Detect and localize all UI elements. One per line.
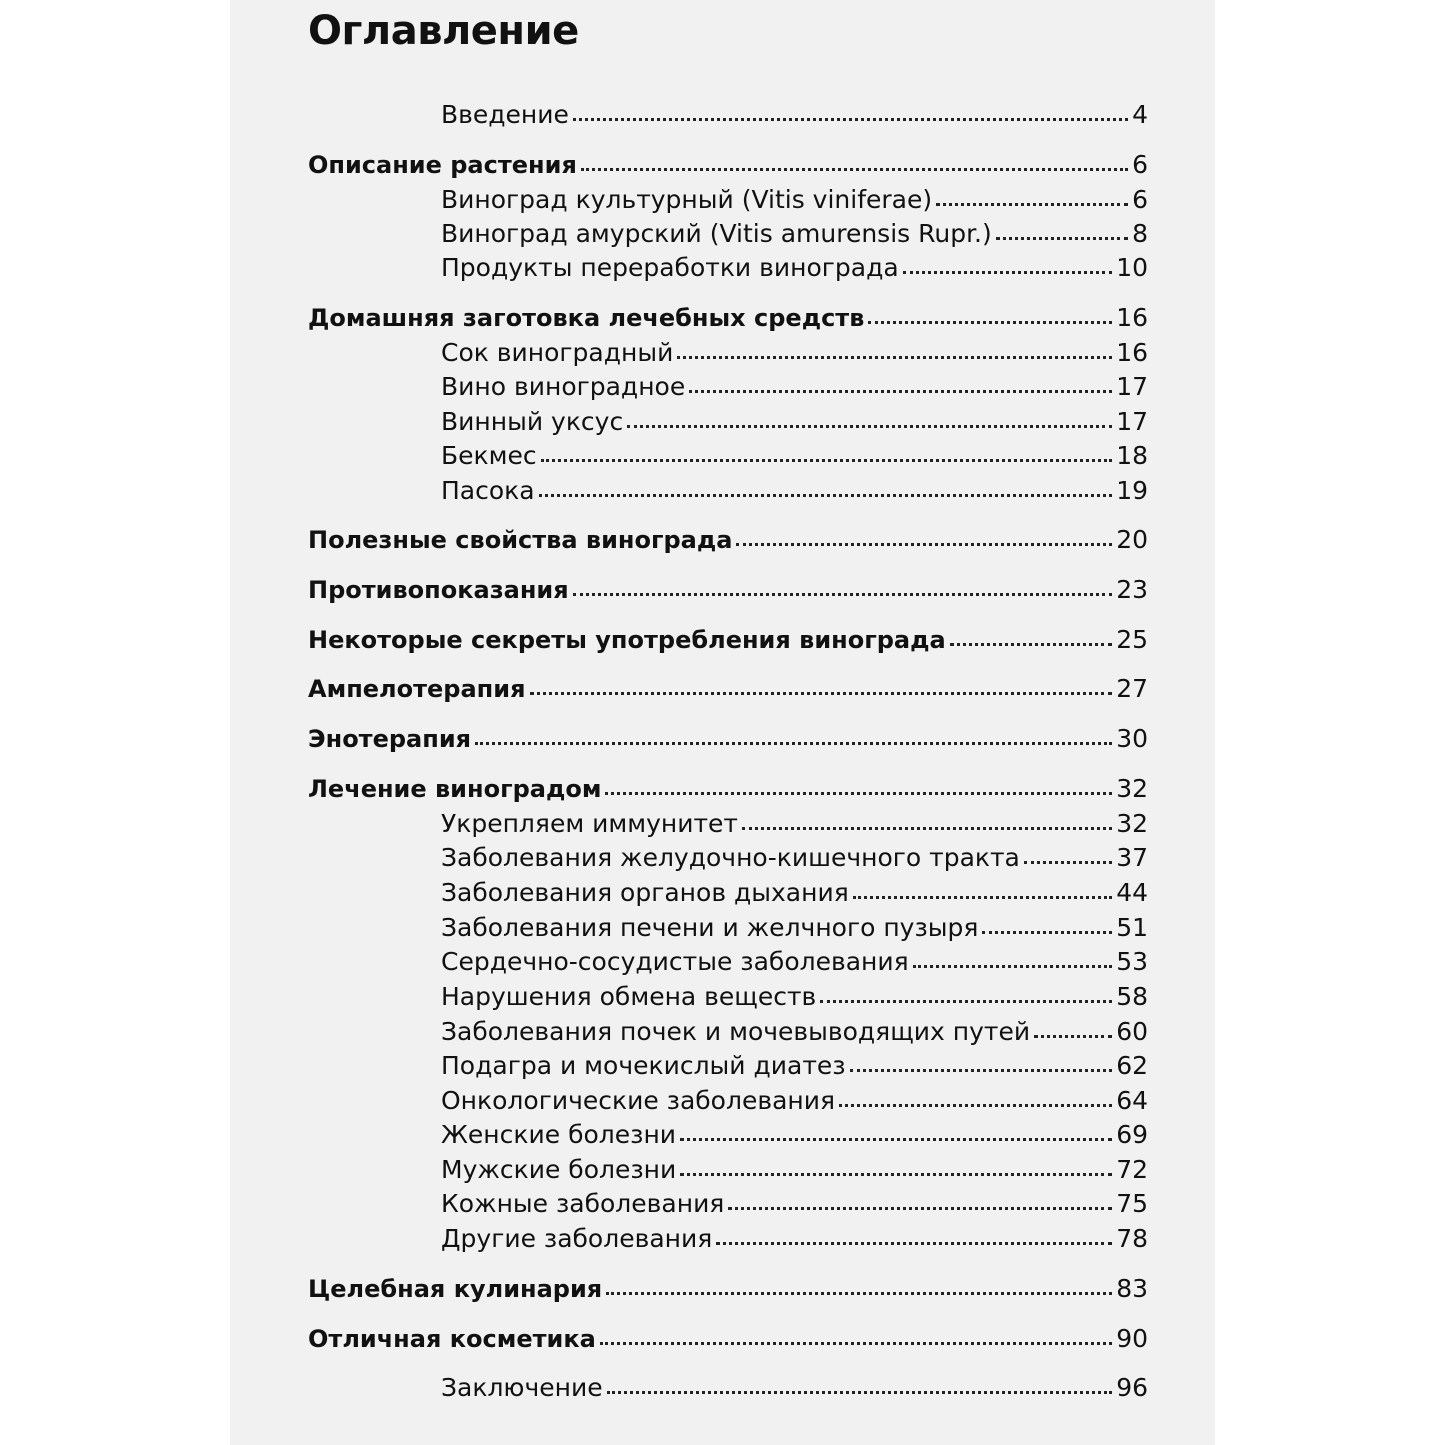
dot-leader <box>839 1100 1112 1107</box>
toc-entry-label: Сок виноградный <box>441 338 674 367</box>
toc-page-number: 23 <box>1116 575 1148 604</box>
toc-subsection-entry[interactable] <box>441 1187 1148 1221</box>
dot-leader <box>680 1134 1112 1141</box>
dot-leader <box>1024 857 1112 864</box>
toc-entry-label: Введение <box>441 100 569 129</box>
toc-page-number: 30 <box>1116 724 1148 753</box>
toc-page-number: 96 <box>1116 1373 1148 1402</box>
dot-leader <box>868 317 1112 324</box>
toc-page-number: 64 <box>1116 1086 1148 1115</box>
toc-entry-label: Противопоказания <box>308 576 569 604</box>
toc-page-number: 16 <box>1116 338 1148 367</box>
toc-entry-label: Виноград культурный (Vitis viniferae) <box>441 185 933 214</box>
dot-leader <box>716 1238 1112 1245</box>
toc-page-number: 78 <box>1116 1224 1148 1253</box>
dot-leader <box>627 421 1112 428</box>
dot-leader <box>689 386 1112 393</box>
dot-leader <box>853 892 1112 899</box>
toc-page-number: 8 <box>1132 219 1148 248</box>
toc-entry-label: Нарушения обмена веществ <box>441 982 817 1011</box>
dot-leader <box>903 267 1113 274</box>
toc-page-number: 44 <box>1116 878 1148 907</box>
dot-leader <box>607 1387 1113 1394</box>
toc-entry-label: Пасока <box>441 476 535 505</box>
toc-page-number: 18 <box>1116 441 1148 470</box>
toc-subsection-entry[interactable] <box>441 474 1148 508</box>
toc-page-number: 37 <box>1116 843 1148 872</box>
toc-page-number: 72 <box>1116 1155 1148 1184</box>
dot-leader <box>600 1338 1112 1345</box>
dot-leader <box>820 996 1112 1003</box>
dot-leader <box>541 455 1113 462</box>
dot-leader <box>573 114 1128 121</box>
toc-section-entry[interactable] <box>308 1322 1148 1356</box>
toc-page-number: 4 <box>1132 100 1148 129</box>
toc-page-number: 32 <box>1116 809 1148 838</box>
dot-leader <box>1034 1031 1112 1038</box>
toc-page-number: 6 <box>1132 150 1148 179</box>
toc-subsection-entry[interactable] <box>441 336 1148 370</box>
page-title: Оглавление <box>308 8 579 54</box>
toc-entry-label: Другие заболевания <box>441 1224 713 1253</box>
toc-page-number: 19 <box>1116 476 1148 505</box>
toc-entry-label: Ампелотерапия <box>308 675 526 703</box>
dot-leader <box>850 1065 1113 1072</box>
toc-page-number: 62 <box>1116 1051 1148 1080</box>
toc-subsection-entry[interactable] <box>441 183 1148 217</box>
toc-subsection-entry[interactable] <box>441 251 1148 285</box>
dot-leader <box>996 233 1128 240</box>
toc-subsection-entry[interactable] <box>441 1153 1148 1187</box>
toc-subsection-entry[interactable] <box>441 1049 1148 1083</box>
toc-entry-label: Целебная кулинария <box>308 1275 603 1303</box>
toc-entry-label: Женские болезни <box>441 1120 677 1149</box>
dot-leader <box>936 199 1128 206</box>
dot-leader <box>736 539 1112 546</box>
toc-subsection-entry[interactable] <box>441 945 1148 979</box>
toc-subsection-entry[interactable] <box>441 439 1148 473</box>
toc-subsection-entry[interactable] <box>441 1222 1148 1256</box>
toc-entry-label: Подагра и мочекислый диатез <box>441 1051 846 1080</box>
toc-subsection-entry[interactable] <box>441 980 1148 1014</box>
toc-entry-label: Отличная косметика <box>308 1325 596 1353</box>
toc-subsection-entry[interactable] <box>441 1084 1148 1118</box>
toc-entry-label: Заболевания органов дыхания <box>441 878 849 907</box>
toc-section-entry[interactable] <box>308 301 1148 335</box>
toc-section-entry[interactable] <box>308 573 1148 607</box>
toc-entry-label: Винный уксус <box>441 407 624 436</box>
toc-page-number: 17 <box>1116 407 1148 436</box>
toc-section-entry[interactable] <box>308 772 1148 806</box>
toc-page-number: 53 <box>1116 947 1148 976</box>
toc-section-entry[interactable] <box>308 722 1148 756</box>
toc-entry-label: Домашняя заготовка лечебных средств <box>308 304 865 332</box>
toc-page-number: 27 <box>1116 674 1148 703</box>
dot-leader <box>680 1169 1112 1176</box>
dot-leader <box>581 164 1128 171</box>
toc-page-number: 6 <box>1132 185 1148 214</box>
toc-page-number: 58 <box>1116 982 1148 1011</box>
toc-subsection-entry[interactable] <box>441 98 1148 132</box>
toc-entry-label: Виноград амурский (Vitis amurensis Rupr.) <box>441 219 992 248</box>
dot-leader <box>982 927 1112 934</box>
dot-leader <box>573 589 1113 596</box>
toc-entry-label: Некоторые секреты употребления винограда <box>308 626 946 654</box>
dot-leader <box>950 639 1112 646</box>
toc-entry-label: Описание растения <box>308 151 577 179</box>
toc-entry-label: Вино виноградное <box>441 372 686 401</box>
toc-page-number: 32 <box>1116 774 1148 803</box>
toc-subsection-entry[interactable] <box>441 807 1148 841</box>
toc-page-number: 83 <box>1116 1274 1148 1303</box>
dot-leader <box>539 490 1113 497</box>
toc-section-entry[interactable] <box>308 672 1148 706</box>
toc-entry-label: Полезные свойства винограда <box>308 526 733 554</box>
toc-page-number: 17 <box>1116 372 1148 401</box>
toc-entry-label: Энотерапия <box>308 725 472 753</box>
toc-page-number: 60 <box>1116 1017 1148 1046</box>
toc-section-entry[interactable] <box>308 623 1148 657</box>
toc-entry-label: Бекмес <box>441 441 537 470</box>
toc-page-number: 69 <box>1116 1120 1148 1149</box>
toc-entry-label: Заключение <box>441 1373 603 1402</box>
toc-entry-label: Кожные заболевания <box>441 1189 725 1218</box>
dot-leader <box>728 1203 1112 1210</box>
toc-subsection-entry[interactable] <box>441 1118 1148 1152</box>
toc-entry-label: Онкологические заболевания <box>441 1086 836 1115</box>
toc-page-number: 16 <box>1116 303 1148 332</box>
dot-leader <box>475 738 1112 745</box>
toc-subsection-entry[interactable] <box>441 405 1148 439</box>
toc-entry-label: Лечение виноградом <box>308 775 602 803</box>
toc-subsection-entry[interactable] <box>441 1371 1148 1405</box>
toc-subsection-entry[interactable] <box>441 876 1148 910</box>
toc-entry-label: Продукты переработки винограда <box>441 253 899 282</box>
toc-subsection-entry[interactable] <box>441 911 1148 945</box>
dot-leader <box>742 823 1112 830</box>
toc-subsection-entry[interactable] <box>441 370 1148 404</box>
toc-entry-label: Заболевания печени и желчного пузыря <box>441 913 979 942</box>
toc-entry-label: Заболевания желудочно-кишечного тракта <box>441 843 1020 872</box>
toc-page-number: 25 <box>1116 625 1148 654</box>
toc-page-number: 10 <box>1116 253 1148 282</box>
toc-entry-label: Сердечно-сосудистые заболевания <box>441 947 909 976</box>
toc-page-number: 51 <box>1116 913 1148 942</box>
toc-subsection-entry[interactable] <box>441 1015 1148 1049</box>
toc-section-entry[interactable] <box>308 148 1148 182</box>
toc-entry-label: Укрепляем иммунитет <box>441 809 738 838</box>
toc-subsection-entry[interactable] <box>441 217 1148 251</box>
toc-section-entry[interactable] <box>308 1272 1148 1306</box>
dot-leader <box>913 961 1113 968</box>
dot-leader <box>677 352 1112 359</box>
toc-page-number: 75 <box>1116 1189 1148 1218</box>
dot-leader <box>606 1288 1112 1295</box>
toc-entry-label: Заболевания почек и мочевыводящих путей <box>441 1017 1031 1046</box>
toc-page-number: 20 <box>1116 525 1148 554</box>
dot-leader <box>530 688 1113 695</box>
toc-section-entry[interactable] <box>308 523 1148 557</box>
toc-entry-label: Мужские болезни <box>441 1155 677 1184</box>
toc-subsection-entry[interactable] <box>441 841 1148 875</box>
dot-leader <box>605 788 1112 795</box>
toc-page-number: 90 <box>1116 1324 1148 1353</box>
